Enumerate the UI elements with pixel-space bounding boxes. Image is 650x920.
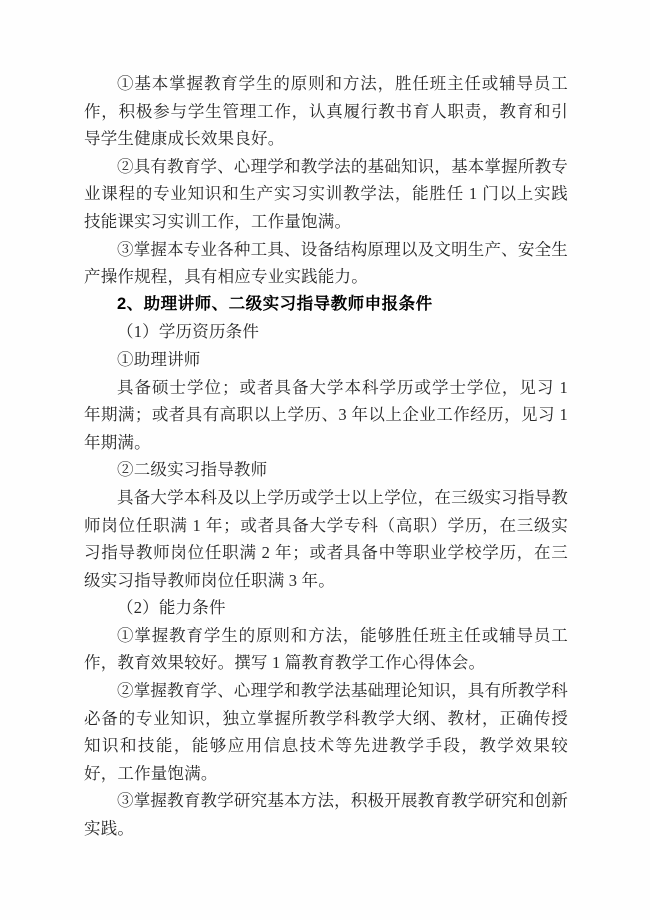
paragraph-condition-1-3: ③掌握本专业各种工具、设备结构原理以及文明生产、安全生产操作规程，具有相应专业实践能力。 bbox=[84, 239, 568, 287]
subsection-heading-qualification: （1）学历资历条件 bbox=[117, 322, 260, 342]
paragraph-assistant-lecturer-label: ①助理讲师 bbox=[117, 349, 201, 369]
paragraph-ability-2: ②掌握教育学、心理学和教学法基础理论知识，具有所教学科必备的专业知识，独立掌握所教学科教学大纲、教材，正确传授知识和技能，能够应用信息技术等先进教学手段，教学效果较好，工作量饱满。 bbox=[84, 681, 568, 783]
paragraph-condition-1-2: ②具有教育学、心理学和教学法的基础知识，基本掌握所教专业课程的专业知识和生产实习实训教学法，能胜任 1 门以上实践技能课实习实训工作，工作量饱满。 bbox=[84, 156, 568, 231]
paragraph-ability-3: ③掌握教育教学研究基本方法，积极开展教育教学研究和创新实践。 bbox=[84, 791, 568, 839]
paragraph-ability-1: ①掌握教育学生的原则和方法，能够胜任班主任或辅导员工作，教育效果较好。撰写 1 篇教育教学工作心得体会。 bbox=[84, 625, 568, 673]
paragraph-grade2-instructor-req: 具备大学本科及以上学历或学士以上学位，在三级实习指导教师岗位任职满 1 年；或者具备大学专科（高职）学历，在三级实习指导教师岗位任职满 2 年；或者具备中等职业学校学历，在三级实习指导教师岗位任职满 3 年。 bbox=[84, 487, 568, 590]
paragraph-grade2-instructor-label: ②二级实习指导教师 bbox=[117, 460, 268, 480]
paragraph-assistant-lecturer-req: 具备硕士学位；或者具备大学本科学历或学士学位，见习 1 年期满；或者具有高职以上学历、3 年以上企业工作经历，见习 1 年期满。 bbox=[84, 377, 568, 452]
section-heading-2: 2、助理讲师、二级实习指导教师申报条件 bbox=[117, 294, 433, 313]
paragraph-condition-1-1: ①基本掌握教育学生的原则和方法，胜任班主任或辅导员工作，积极参与学生管理工作，认真履行教书育人职责，教育和引导学生健康成长效果良好。 bbox=[84, 74, 568, 149]
subsection-heading-ability: （2）能力条件 bbox=[117, 598, 226, 618]
